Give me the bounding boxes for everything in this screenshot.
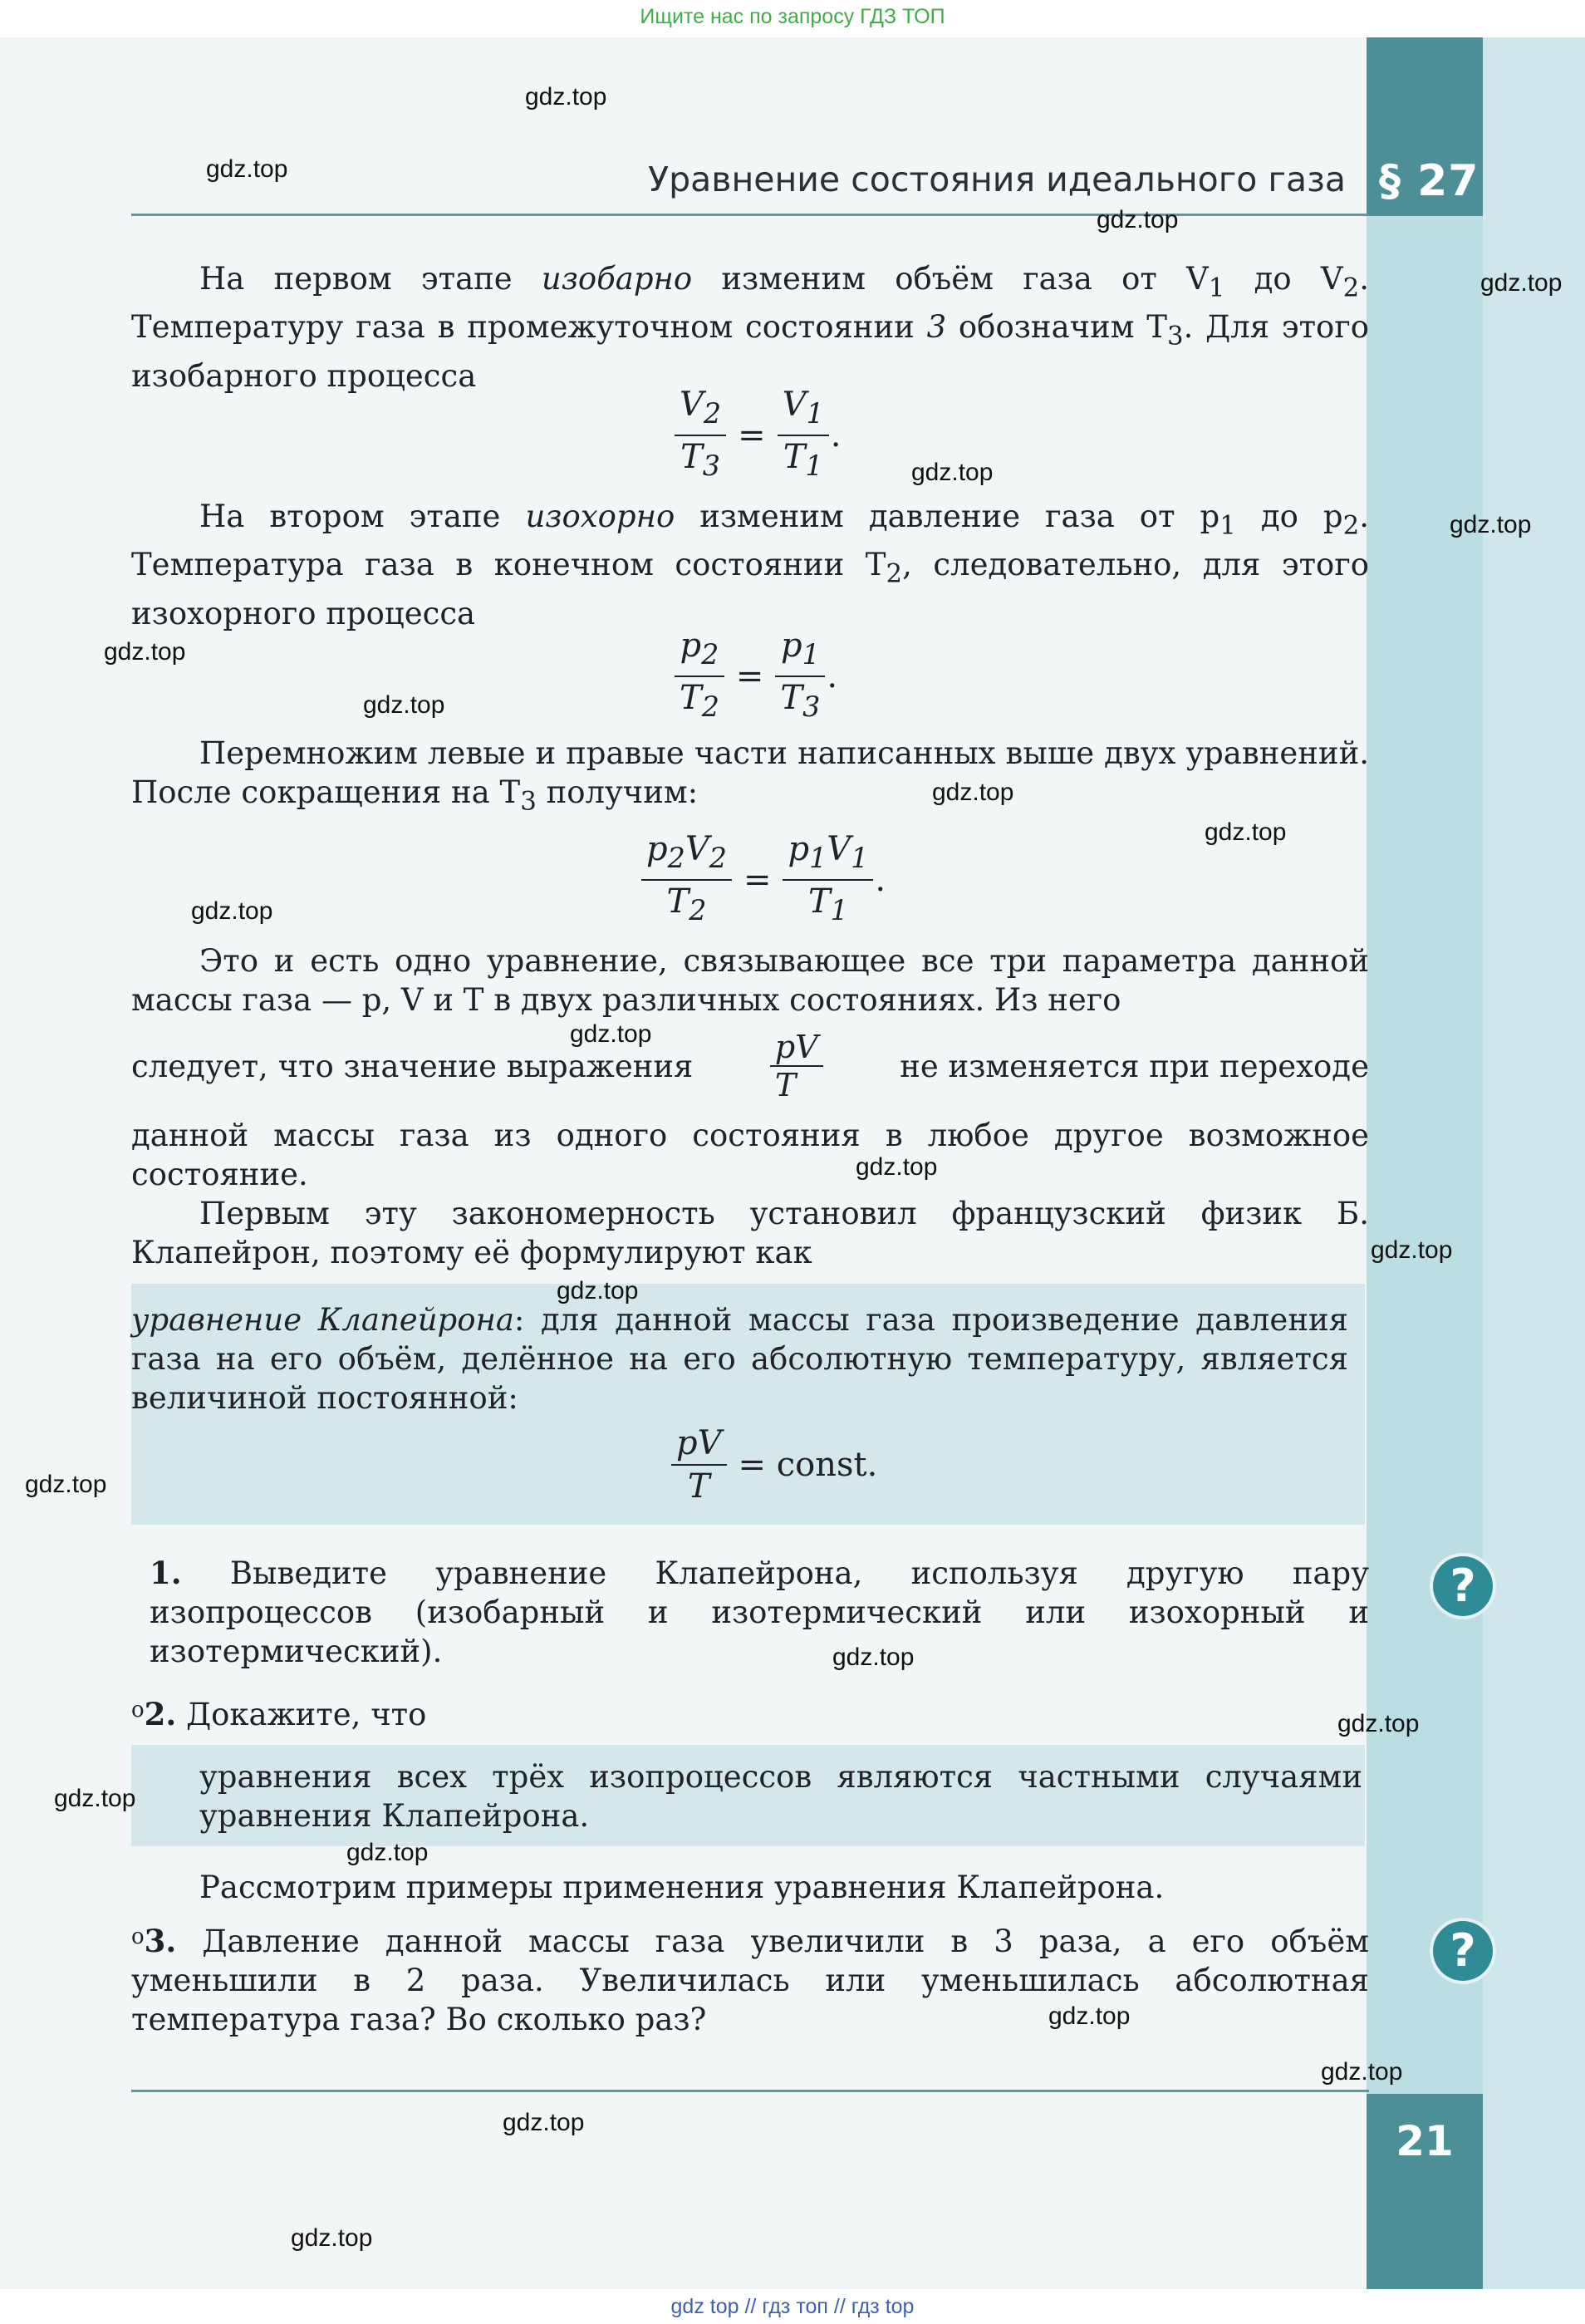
watermark: gdz.top [1097,206,1179,233]
question-1: 1. Выведите уравнение Клапейрона, используя другую пару изопроцессов (изобарный и изотермический или изохорный и изотермический). [150,1555,1370,1669]
watermark: gdz.top [911,459,994,486]
watermark: gdz.top [525,83,607,111]
watermark: gdz.top [104,638,186,666]
watermark: gdz.top [503,2109,585,2136]
paragraph-any-state: данной массы газа из одного состояния в любое другое возможное состояние. [131,1118,1369,1192]
question-3: $^о$3. Давление данной массы газа увеличили в 3 раза, а его объём уменьшили в 2 раза. Увеличилась или уменьшилась абсолютная температура газа? Во сколько раз? [131,1923,1369,2037]
header-rule [131,214,1369,216]
formula-combined: $\frac{p_2V_2}{T_2}$ = $\frac{p_1V_1}{T_1}$ . [641,828,886,931]
footer-rule [131,2090,1369,2092]
watermark: gdz.top [1450,511,1532,538]
question-2-continuation: уравнения всех трёх изопроцессов являются частными случаями уравнения Клапейрона. [199,1759,1362,1834]
watermark: gdz.top [54,1785,136,1812]
bottom-banner[interactable]: gdz top // гдз топ // гдз top [670,2295,915,2318]
watermark: gdz.top [1205,818,1287,846]
question-icon: ? [1433,1556,1493,1616]
question-icon: ? [1433,1921,1493,1981]
paragraph-isobaric: На первом этапе изобарно изменим объём газа от $V_1$ до $V_2$. Температуру газа в промежуточном состоянии 3 обозначим $T_3$. Для этого изобарного процесса [131,261,1370,394]
watermark: gdz.top [1371,1236,1453,1264]
watermark: gdz.top [291,2224,373,2252]
definition-text: уравнение Клапейрона: для данной массы газа произведение давления газа на его объём, делённое на его абсолютную температуру, является величиной постоянной: [131,1302,1348,1416]
paragraph-examples: Рассмотрим примеры применения уравнения Клапейрона. [199,1870,1165,1905]
watermark: gdz.top [1048,2002,1131,2030]
watermark: gdz.top [570,1020,652,1048]
paragraph-isochoric: На втором этапе изохорно изменим давление газа от $p_1$ до $p_2$. Температура газа в конечном состоянии $T_2$, следовательно, для этого изохорного процесса [131,499,1370,631]
watermark: gdz.top [1480,269,1563,297]
formula-isochoric: $\frac{p_2}{T_2}$ = $\frac{p_1}{T_3}$ . [675,625,837,728]
watermark: gdz.top [557,1277,639,1304]
top-banner[interactable]: Ищите нас по запросу ГДЗ ТОП [640,5,945,28]
formula-isobaric: $\frac{V_2}{T_3}$ = $\frac{V_1}{T_1}$ . [675,384,841,487]
paragraph-one-equation: Это и есть одно уравнение, связывающее все три параметра данной массы газа — p, V и T в двух различных состояниях. Из него [131,943,1369,1018]
watermark: gdz.top [363,691,445,719]
paragraph-multiply: Перемножим левые и правые части написанных выше двух уравнений. После сокращения на $T_3$ получим: [131,735,1369,817]
paragraph-clapeyron-intro: Первым эту закономерность установил французский физик Б. Клапейрон, поэтому её формулируют как [131,1196,1369,1270]
watermark: gdz.top [1337,1710,1420,1737]
watermark: gdz.top [856,1153,938,1181]
watermark: gdz.top [25,1471,107,1498]
watermark: gdz.top [832,1644,915,1671]
watermark: gdz.top [1321,2058,1403,2086]
page-number: 21 [1396,2117,1454,2165]
watermark: gdz.top [206,155,288,183]
watermark: gdz.top [346,1839,429,1866]
watermark: gdz.top [191,897,273,925]
formula-clapeyron: $\frac{pV}{T}$ = const. [671,1422,889,1507]
paragraph-expression-line: следует, что значение выражения $\frac{pV}{T}$ не изменяется при переходе [131,1029,1369,1103]
question-2: $^о$2. Докажите, что [131,1696,427,1732]
section-number: § 27 [1379,156,1479,206]
page-title: Уравнение состояния идеального газа [648,160,1346,199]
watermark: gdz.top [932,779,1014,806]
